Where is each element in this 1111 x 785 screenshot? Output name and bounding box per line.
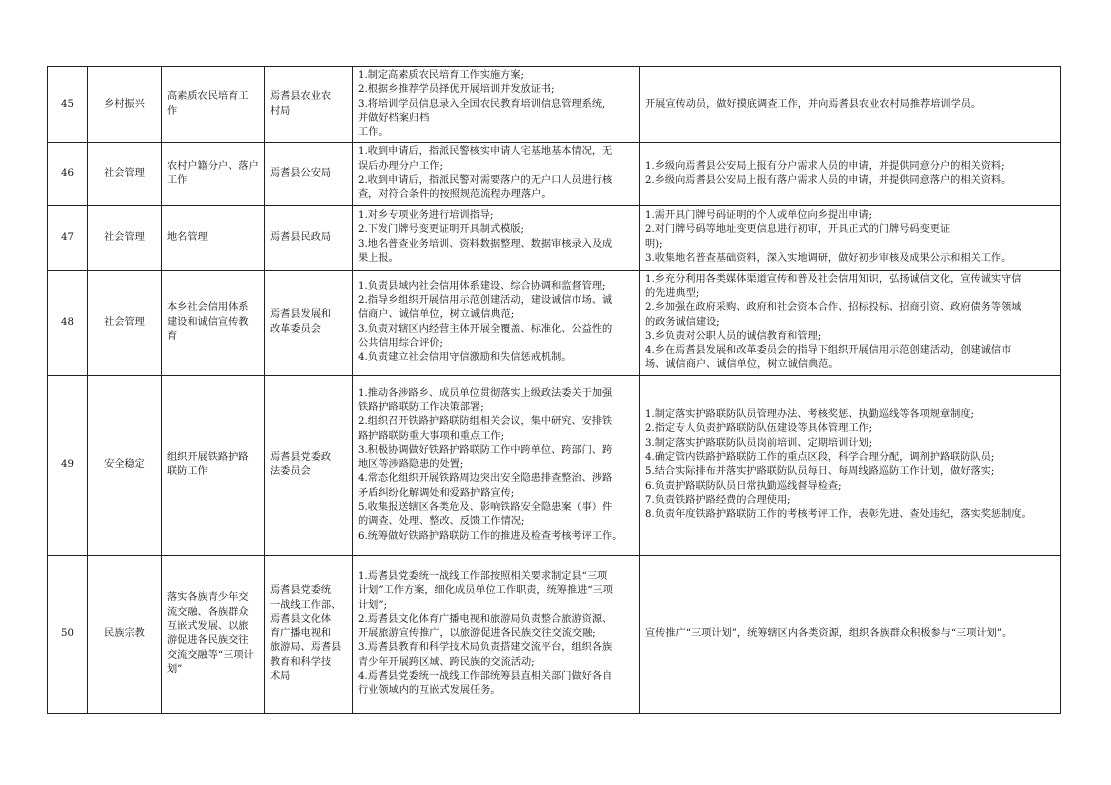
department-line: 法委员会: [270, 466, 311, 478]
duty-line: 误后办理分户工作;: [358, 160, 443, 172]
row-number: 45: [48, 67, 88, 143]
department-line: 焉耆县党委政: [270, 451, 332, 463]
department-cell: [265, 143, 353, 205]
category-cell: 社会管理: [88, 270, 162, 375]
township-duties-cell: [640, 555, 1061, 713]
township-line: 3.制定落实护路联防队员岗前培训、定期培训计划;: [645, 437, 873, 449]
table-row: [48, 270, 1061, 375]
duty-line: 信商户、诚信单位，树立诚信典范;: [358, 309, 515, 321]
table-body: [48, 67, 1061, 714]
duty-line: 4.常态化组织开展铁路周边突出安全隐患排查整治、涉路: [358, 473, 613, 485]
department-line: 教育和科学技: [270, 656, 332, 668]
row-number: 49: [48, 375, 88, 555]
department-line: 焉耆县党委统: [270, 585, 332, 597]
duty-line: 2.焉耆县文化体育广播电视和旅游局负责整合旅游资源、: [358, 613, 613, 625]
county-duties-cell: [353, 375, 640, 555]
duty-line: 1.焉耆县党委统一战线工作部按照相关要求制定县“三项: [358, 570, 608, 582]
duty-line: 1.制定高素质农民培育工作实施方案;: [358, 70, 524, 81]
township-line: 5.结合实际排布并落实护路联防队员每日、每周线路巡防工作计划，做好落实;: [645, 466, 995, 478]
item-line: 划”: [167, 663, 183, 675]
duty-line: 2.根据乡推荐学员择优开展培训并发放证书;: [358, 84, 555, 96]
county-duties-cell: [353, 270, 640, 375]
township-line: 7.负责铁路护路经费的合理使用;: [645, 494, 791, 506]
table-row: [48, 67, 1061, 143]
duty-line: 3.负责对辖区内经营主体开展全覆盖、标准化、公益性的: [358, 323, 613, 335]
row-number: 50: [48, 555, 88, 713]
category-cell: 民族宗教: [88, 555, 162, 713]
township-line: 2.指定专人负责护路联防队伍建设等具体管理工作;: [645, 423, 873, 435]
duty-line: 的调查、处理、整改、反馈工作情况;: [358, 516, 525, 528]
duty-line: 青少年开展跨区域、跨民族的交流活动;: [358, 656, 535, 668]
item-line: 建设和诚信宣传教: [167, 316, 249, 328]
township-duties-cell: [640, 143, 1061, 205]
category-cell: 乡村振兴: [88, 67, 162, 143]
duty-line: 3.积极协调做好铁路护路联防工作中跨单位、跨部门、跨: [358, 444, 613, 456]
category-cell: 安全稳定: [88, 375, 162, 555]
township-line: 8.负责年度铁路护路联防工作的考核考评工作，表彰先进、查处违纪，落实奖惩制度。: [645, 509, 1032, 521]
township-line: 场、诚信商户、诚信单位，树立诚信典范。: [645, 359, 839, 371]
item-cell: [162, 143, 265, 205]
item-line: 地名管理: [167, 231, 208, 243]
township-duties-cell: [640, 205, 1061, 270]
item-cell: [162, 270, 265, 375]
category-cell: 社会管理: [88, 143, 162, 205]
responsibility-table: [47, 66, 1061, 714]
department-cell: [265, 375, 353, 555]
item-cell: [162, 375, 265, 555]
county-duties-cell: [353, 67, 640, 143]
township-line: 2.乡级向焉耆县公安局上报有落户需求人员的申请，并提供同意落户的相关资料。: [645, 175, 1012, 187]
department-cell: [265, 67, 353, 143]
duty-line: 2.组织召开铁路护路联防组相关会议，集中研究、安排铁: [358, 416, 613, 428]
department-cell: [265, 270, 353, 375]
item-line: 作: [167, 105, 178, 117]
duty-line: 路护路联防重大事项和重点工作;: [358, 430, 505, 442]
department-line: 一战线工作部、: [270, 599, 342, 611]
item-line: 工作: [167, 175, 188, 187]
duty-line: 计划”工作方案，细化成员单位工作职责，统筹推进“三项: [358, 585, 613, 597]
duty-line: 3.地名普查业务培训、资料数据整理、数据审核录入及成: [358, 238, 613, 250]
department-line: 焉耆县文化体: [270, 613, 332, 625]
item-line: 联防工作: [167, 466, 208, 478]
item-line: 落实各族青少年交: [167, 592, 249, 604]
duty-line: 2.下发门牌号变更证明开具制式模版;: [358, 224, 524, 236]
township-line: 3.收集地名普查基础资料，深入实地调研，做好初步审核及成果公示和相关工作。: [645, 252, 1012, 264]
county-duties-cell: [353, 143, 640, 205]
table-row: [48, 143, 1061, 205]
township-line: 1.需开具门牌号码证明的个人或单位向乡提出申请;: [645, 210, 873, 222]
township-line: 的先进典型;: [645, 287, 700, 299]
duty-line: 工作。: [358, 127, 389, 139]
item-line: 交流交融等“三项计: [167, 649, 254, 661]
township-duties-cell: [640, 270, 1061, 375]
duty-line: 公共信用综合评价;: [358, 338, 443, 349]
duty-line: 查，对符合条件的按照规范流程办理落户。: [358, 189, 552, 201]
duty-line: 4.焉耆县党委统一战线工作部统筹县直相关部门做好各自: [358, 670, 613, 682]
department-line: 旅游局、焉耆县: [270, 642, 342, 654]
table-row: [48, 555, 1061, 713]
department-line: 焉耆县民政局: [270, 231, 332, 243]
township-line: 宣传推广“三项计划”，统筹辖区内各类资源，组织各族群众积极参与“三项计划”。: [645, 628, 1013, 640]
department-line: 焉耆县发展和: [270, 309, 332, 321]
duty-line: 并做好档案归档: [358, 112, 430, 124]
duty-line: 地区等涉路隐患的处置;: [358, 459, 464, 471]
county-duties-cell: [353, 555, 640, 713]
township-line: 6.负责护路联防队员日常执勤巡线督导检查;: [645, 480, 842, 492]
township-line: 开展宣传动员，做好摸底调查工作，并向焉耆县农业农村局推荐培训学员。: [645, 98, 982, 110]
township-line: 的政务诚信建设;: [645, 316, 720, 328]
duty-line: 3.将培训学员信息录入全国农民教育培训信息管理系统,: [358, 98, 606, 110]
county-duties-cell: [353, 205, 640, 270]
duty-line: 果上报。: [358, 252, 399, 264]
township-line: 4.确定管内铁路护路联防工作的重点区段，科学合理分配，调剂护路联防队员;: [645, 451, 995, 463]
department-line: 术局: [270, 670, 291, 682]
duty-line: 行业领域内的互嵌式发展任务。: [358, 685, 501, 697]
row-number: 47: [48, 205, 88, 270]
duty-line: 1.推动各涉路乡、成员单位贯彻落实上级政法委关于加强: [358, 387, 613, 399]
category-cell: 社会管理: [88, 205, 162, 270]
duty-line: 6.统筹做好铁路护路联防工作的推进及检查考核考评工作。: [358, 530, 623, 542]
department-cell: [265, 555, 353, 713]
township-duties-cell: [640, 67, 1061, 143]
row-number: 48: [48, 270, 88, 375]
township-line: 3.乡负责对公职人员的诚信教育和管理;: [645, 330, 822, 342]
township-line: 1.乡级向焉耆县公安局上报有分户需求人员的申请，并提供同意分户的相关资料;: [645, 160, 1005, 172]
township-line: 2.对门牌号码等地址变更信息进行初审，开具正式的门牌号码变更证: [645, 224, 951, 236]
department-line: 育广播电视和: [270, 628, 332, 640]
table-row: [48, 375, 1061, 555]
item-cell: [162, 555, 265, 713]
township-duties-cell: [640, 375, 1061, 555]
row-number: 46: [48, 143, 88, 205]
township-line: 2.乡加强在政府采购、政府和社会资本合作、招标投标、招商引资、政府债务等领域: [645, 302, 1022, 314]
item-line: 育: [167, 330, 178, 342]
township-line: 4.乡在焉耆县发展和改革委员会的指导下组织开展信用示范创建活动，创建诚信市: [645, 345, 1012, 357]
duty-line: 开展旅游宣传推广，以旅游促进各民族交往交流交融;: [358, 628, 596, 640]
township-line: 1.制定落实护路联防队员管理办法、考核奖惩、执勤巡线等各项规章制度;: [645, 409, 974, 421]
item-line: 高素质农民培育工: [167, 91, 249, 103]
item-line: 游促进各民族交往: [167, 635, 249, 647]
item-line: 农村户籍分户、落户: [167, 160, 259, 172]
department-line: 村局: [270, 105, 291, 117]
duty-line: 1.负责县域内社会信用体系建设、综合协调和监督管理;: [358, 280, 606, 292]
item-cell: [162, 205, 265, 270]
department-line: 焉耆县农业农: [270, 91, 332, 103]
duty-line: 2.收到申请后，指派民警对需要落户的无户口人员进行核: [358, 175, 613, 187]
duty-line: 计划”;: [358, 599, 388, 611]
item-line: 本乡社会信用体系: [167, 302, 249, 314]
duty-line: 矛盾纠纷化解调处和爱路护路宣传;: [358, 487, 515, 499]
item-line: 流交融、各族群众: [167, 606, 249, 618]
department-cell: [265, 205, 353, 270]
duty-line: 4.负责建立社会信用守信激励和失信惩戒机制。: [358, 352, 572, 364]
duty-line: 1.对乡专项业务进行培训指导;: [358, 210, 494, 222]
duty-line: 2.指导乡组织开展信用示范创建活动，建设诚信市场、诚: [358, 295, 613, 307]
township-line: 1.乡充分利用各类媒体渠道宣传和普及社会信用知识，弘扬诚信文化，宣传诚实守信: [645, 273, 1022, 285]
township-line: 明);: [645, 238, 663, 250]
duty-line: 3.焉耆县教育和科学技术局负责搭建交流平台，组织各族: [358, 642, 613, 654]
duty-line: 5.收集报送辖区各类危及、影响铁路安全隐患案（事）件: [358, 501, 613, 513]
department-line: 焉耆县公安局: [270, 167, 332, 179]
item-line: 互嵌式发展、以旅: [167, 620, 249, 632]
item-line: 组织开展铁路护路: [167, 451, 249, 463]
table-row: [48, 205, 1061, 270]
item-cell: [162, 67, 265, 143]
duty-line: 铁路护路联防工作决策部署;: [358, 401, 484, 413]
duty-line: 1.收到申请后，指派民警核实申请人宅基地基本情况，无: [358, 146, 613, 158]
department-line: 改革委员会: [270, 323, 321, 335]
